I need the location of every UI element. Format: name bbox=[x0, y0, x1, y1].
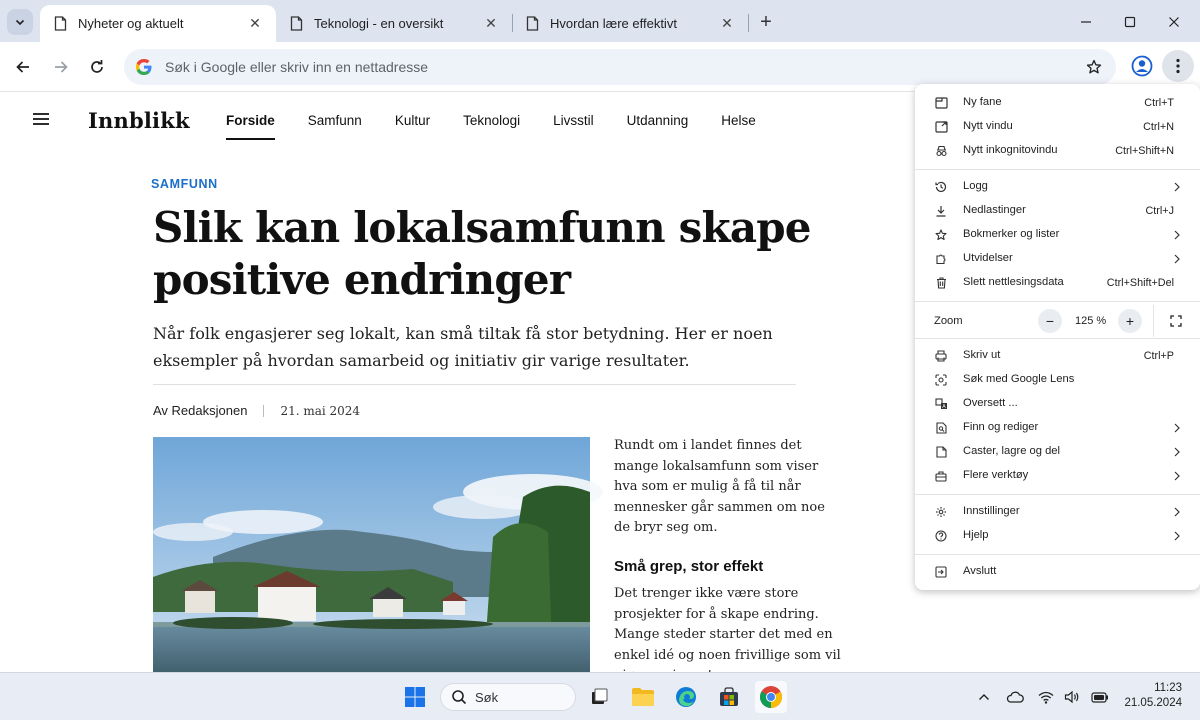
menu-item-google-lens[interactable]: Søk med Google Lens bbox=[915, 368, 1200, 392]
page-icon bbox=[52, 16, 68, 32]
help-icon bbox=[934, 529, 948, 543]
nav-livsstil[interactable]: Livsstil bbox=[553, 113, 594, 128]
menu-item-clear-data[interactable]: Slett nettlesingsdata Ctrl+Shift+Del bbox=[915, 271, 1200, 295]
close-icon[interactable]: ✕ bbox=[249, 15, 261, 31]
more-vertical-icon bbox=[1176, 58, 1180, 74]
forward-button[interactable] bbox=[46, 52, 76, 82]
incognito-icon bbox=[934, 144, 948, 158]
close-icon[interactable]: ✕ bbox=[721, 15, 733, 31]
site-logo[interactable]: Innblikk bbox=[88, 108, 190, 133]
article-category[interactable]: SAMFUNN bbox=[151, 177, 218, 191]
menu-item-find-edit[interactable]: Finn og rediger bbox=[915, 416, 1200, 440]
toolbox-icon bbox=[934, 469, 948, 483]
zoom-row bbox=[915, 305, 1200, 337]
tab-nyheter[interactable] bbox=[40, 5, 276, 42]
menu-item-new-window[interactable]: Nytt vindu Ctrl+N bbox=[915, 115, 1200, 139]
arrow-right-icon bbox=[53, 59, 69, 75]
menu-item-downloads[interactable]: Nedlastinger Ctrl+J bbox=[915, 199, 1200, 223]
tab-title: Teknologi - en oversikt bbox=[314, 16, 444, 31]
store-icon bbox=[718, 686, 740, 708]
volume-status[interactable] bbox=[1062, 687, 1082, 707]
zoom-in-button[interactable] bbox=[1118, 309, 1142, 333]
account-circle-icon bbox=[1131, 55, 1153, 77]
arrow-left-icon bbox=[15, 59, 31, 75]
chevron-up-icon bbox=[978, 693, 990, 701]
plus-icon: + bbox=[1125, 313, 1135, 329]
menu-divider bbox=[915, 338, 1200, 339]
tray-overflow-button[interactable] bbox=[974, 687, 994, 707]
wifi-status[interactable] bbox=[1036, 687, 1056, 707]
trash-icon bbox=[934, 276, 948, 290]
clock-time: 11:23 bbox=[1154, 682, 1182, 694]
page-icon bbox=[288, 16, 304, 32]
edge-icon bbox=[675, 686, 697, 708]
file-explorer-button[interactable] bbox=[627, 681, 659, 713]
hamburger-menu-button[interactable] bbox=[32, 111, 52, 131]
menu-item-translate[interactable]: A Oversett ... bbox=[915, 392, 1200, 416]
taskbar bbox=[0, 672, 1200, 720]
cloud-icon bbox=[1006, 691, 1024, 703]
windows-logo-icon bbox=[404, 686, 426, 708]
translate-icon bbox=[934, 397, 948, 411]
menu-item-new-tab[interactable]: Ny fane Ctrl+T bbox=[915, 91, 1200, 115]
tab-search-button[interactable] bbox=[7, 9, 33, 35]
tab-title: Hvordan lære effektivt bbox=[550, 16, 677, 31]
menu-item-extensions[interactable]: Utvidelser bbox=[915, 247, 1200, 271]
wifi-icon bbox=[1038, 691, 1054, 704]
battery-status[interactable] bbox=[1090, 687, 1110, 707]
address-input[interactable] bbox=[165, 59, 1116, 75]
tab-separator bbox=[748, 14, 749, 32]
chrome-icon bbox=[759, 685, 783, 709]
zoom-level: 125 % bbox=[1075, 315, 1107, 327]
nav-teknologi[interactable]: Teknologi bbox=[463, 113, 521, 128]
chevron-right-icon bbox=[1172, 180, 1182, 194]
menu-item-more-tools[interactable]: Flere verktøy bbox=[915, 464, 1200, 488]
menu-item-cast-save-share[interactable]: Caster, lagre og del bbox=[915, 440, 1200, 464]
lens-icon bbox=[934, 373, 948, 387]
reload-button[interactable] bbox=[82, 52, 112, 82]
zoom-separator bbox=[1153, 305, 1154, 337]
tab-title: Nyheter og aktuelt bbox=[78, 16, 184, 31]
taskbar-clock[interactable] bbox=[1124, 681, 1182, 711]
chrome-menu-button[interactable] bbox=[1162, 50, 1194, 82]
menu-item-help[interactable]: Hjelp bbox=[915, 524, 1200, 548]
print-icon bbox=[934, 349, 948, 363]
chevron-right-icon bbox=[1172, 445, 1182, 459]
article-paragraph: Det trenger ikke være store prosjekter for å skape endring. Mange steder starter det med en enkel idé og noen frivillige som vil bbox=[614, 585, 841, 663]
menu-item-incognito[interactable]: Nytt inkognitovindu Ctrl+Shift+N bbox=[915, 139, 1200, 163]
extension-icon bbox=[934, 252, 948, 266]
history-icon bbox=[934, 180, 948, 194]
minimize-button[interactable] bbox=[1072, 8, 1100, 36]
svg-text:A: A bbox=[941, 404, 946, 410]
chevron-right-icon bbox=[1172, 529, 1182, 543]
maximize-button[interactable] bbox=[1116, 8, 1144, 36]
taskbar-search[interactable] bbox=[440, 683, 576, 711]
nav-samfunn[interactable]: Samfunn bbox=[307, 113, 362, 128]
cast-save-share-icon bbox=[934, 445, 948, 459]
article-paragraph: Rundt om i landet finnes det mange lokalsamfunn som viser hva som er mulig å få til når mennesker går sammen om noe de bryr seg om. bbox=[614, 438, 825, 536]
maximize-icon bbox=[1124, 16, 1136, 28]
chrome-taskbar-button[interactable] bbox=[755, 681, 787, 713]
close-icon bbox=[1168, 16, 1180, 28]
taskbar-search-label: Søk bbox=[475, 689, 499, 705]
nav-helse[interactable]: Helse bbox=[721, 113, 756, 128]
minus-icon: − bbox=[1045, 313, 1055, 329]
close-icon[interactable]: ✕ bbox=[485, 15, 497, 31]
chevron-right-icon bbox=[1172, 252, 1182, 266]
hero-image bbox=[153, 437, 590, 677]
chevron-right-icon bbox=[1172, 228, 1182, 242]
exit-icon bbox=[934, 565, 948, 579]
tab-teknologi[interactable] bbox=[276, 5, 512, 42]
minimize-icon bbox=[1080, 16, 1092, 28]
zoom-label: Zoom bbox=[934, 315, 963, 327]
article-author: Av Redaksjonen bbox=[153, 403, 248, 418]
plus-icon: + bbox=[760, 10, 772, 33]
clock-date: 21.05.2024 bbox=[1124, 697, 1182, 709]
search-icon bbox=[451, 689, 467, 705]
chevron-right-icon bbox=[1172, 505, 1182, 519]
download-icon bbox=[934, 204, 948, 218]
menu-item-history[interactable]: Logg bbox=[915, 175, 1200, 199]
microsoft-store-button[interactable] bbox=[713, 681, 745, 713]
task-view-icon bbox=[589, 687, 609, 707]
tab-strip bbox=[0, 0, 1200, 42]
article-body bbox=[614, 436, 844, 687]
menu-item-settings[interactable]: Innstillinger bbox=[915, 500, 1200, 524]
nav-utdanning[interactable]: Utdanning bbox=[626, 113, 689, 128]
menu-divider bbox=[915, 554, 1200, 555]
edge-browser-button[interactable] bbox=[670, 681, 702, 713]
fullscreen-button[interactable] bbox=[1167, 312, 1185, 330]
menu-item-bookmarks[interactable]: Bokmerker og lister bbox=[915, 223, 1200, 247]
article-date: 21. mai 2024 bbox=[280, 403, 361, 418]
chevron-right-icon bbox=[1172, 421, 1182, 435]
back-button[interactable] bbox=[8, 52, 38, 82]
bookmark-star-icon bbox=[934, 228, 948, 242]
google-g-icon bbox=[135, 58, 153, 76]
divider bbox=[153, 384, 796, 385]
byline-separator bbox=[263, 405, 264, 417]
tab-hvordan[interactable] bbox=[512, 5, 748, 42]
onedrive-button[interactable] bbox=[1005, 687, 1025, 707]
new-tab-icon bbox=[934, 96, 948, 110]
nav-forside[interactable]: Forside bbox=[226, 92, 275, 152]
hamburger-icon bbox=[32, 111, 50, 127]
menu-divider bbox=[915, 494, 1200, 495]
chevron-down-icon bbox=[14, 16, 26, 28]
chrome-main-menu bbox=[915, 84, 1200, 590]
profile-button[interactable] bbox=[1128, 52, 1156, 80]
article-lede: Når folk engasjerer seg lokalt, kan små tiltak få stor betydning. Her er noen eksempler på hvordan samarbeid og initiativ gir varige resultater. bbox=[153, 324, 773, 370]
star-icon bbox=[1086, 59, 1102, 75]
speaker-icon bbox=[1064, 690, 1080, 704]
article-subheading: Små grep, stor effekt bbox=[614, 557, 764, 575]
task-view-button[interactable] bbox=[583, 681, 615, 713]
article-headline: Slik kan lokalsamfunn skape positive endringer bbox=[153, 203, 811, 304]
lakeside-village-image bbox=[153, 437, 590, 677]
nav-kultur[interactable]: Kultur bbox=[394, 113, 431, 128]
chevron-right-icon bbox=[1172, 469, 1182, 483]
omnibox[interactable] bbox=[124, 49, 1116, 85]
menu-item-print[interactable]: Skriv ut Ctrl+P bbox=[915, 344, 1200, 368]
byline bbox=[153, 403, 360, 418]
close-window-button[interactable] bbox=[1160, 8, 1188, 36]
fullscreen-icon bbox=[1170, 315, 1182, 327]
battery-icon bbox=[1091, 692, 1109, 703]
reload-icon bbox=[89, 59, 105, 75]
bookmark-star-button[interactable] bbox=[1084, 57, 1104, 77]
page-icon bbox=[524, 16, 540, 32]
menu-item-exit[interactable]: Avslutt bbox=[915, 560, 1200, 584]
find-edit-icon bbox=[934, 421, 948, 435]
menu-divider bbox=[915, 301, 1200, 302]
new-tab-button[interactable] bbox=[754, 10, 778, 34]
settings-gear-icon bbox=[934, 505, 948, 519]
new-window-icon bbox=[934, 120, 948, 134]
start-button[interactable] bbox=[399, 681, 431, 713]
folder-icon bbox=[631, 687, 655, 707]
site-nav bbox=[226, 92, 789, 152]
menu-divider bbox=[915, 169, 1200, 170]
zoom-out-button[interactable] bbox=[1038, 309, 1062, 333]
